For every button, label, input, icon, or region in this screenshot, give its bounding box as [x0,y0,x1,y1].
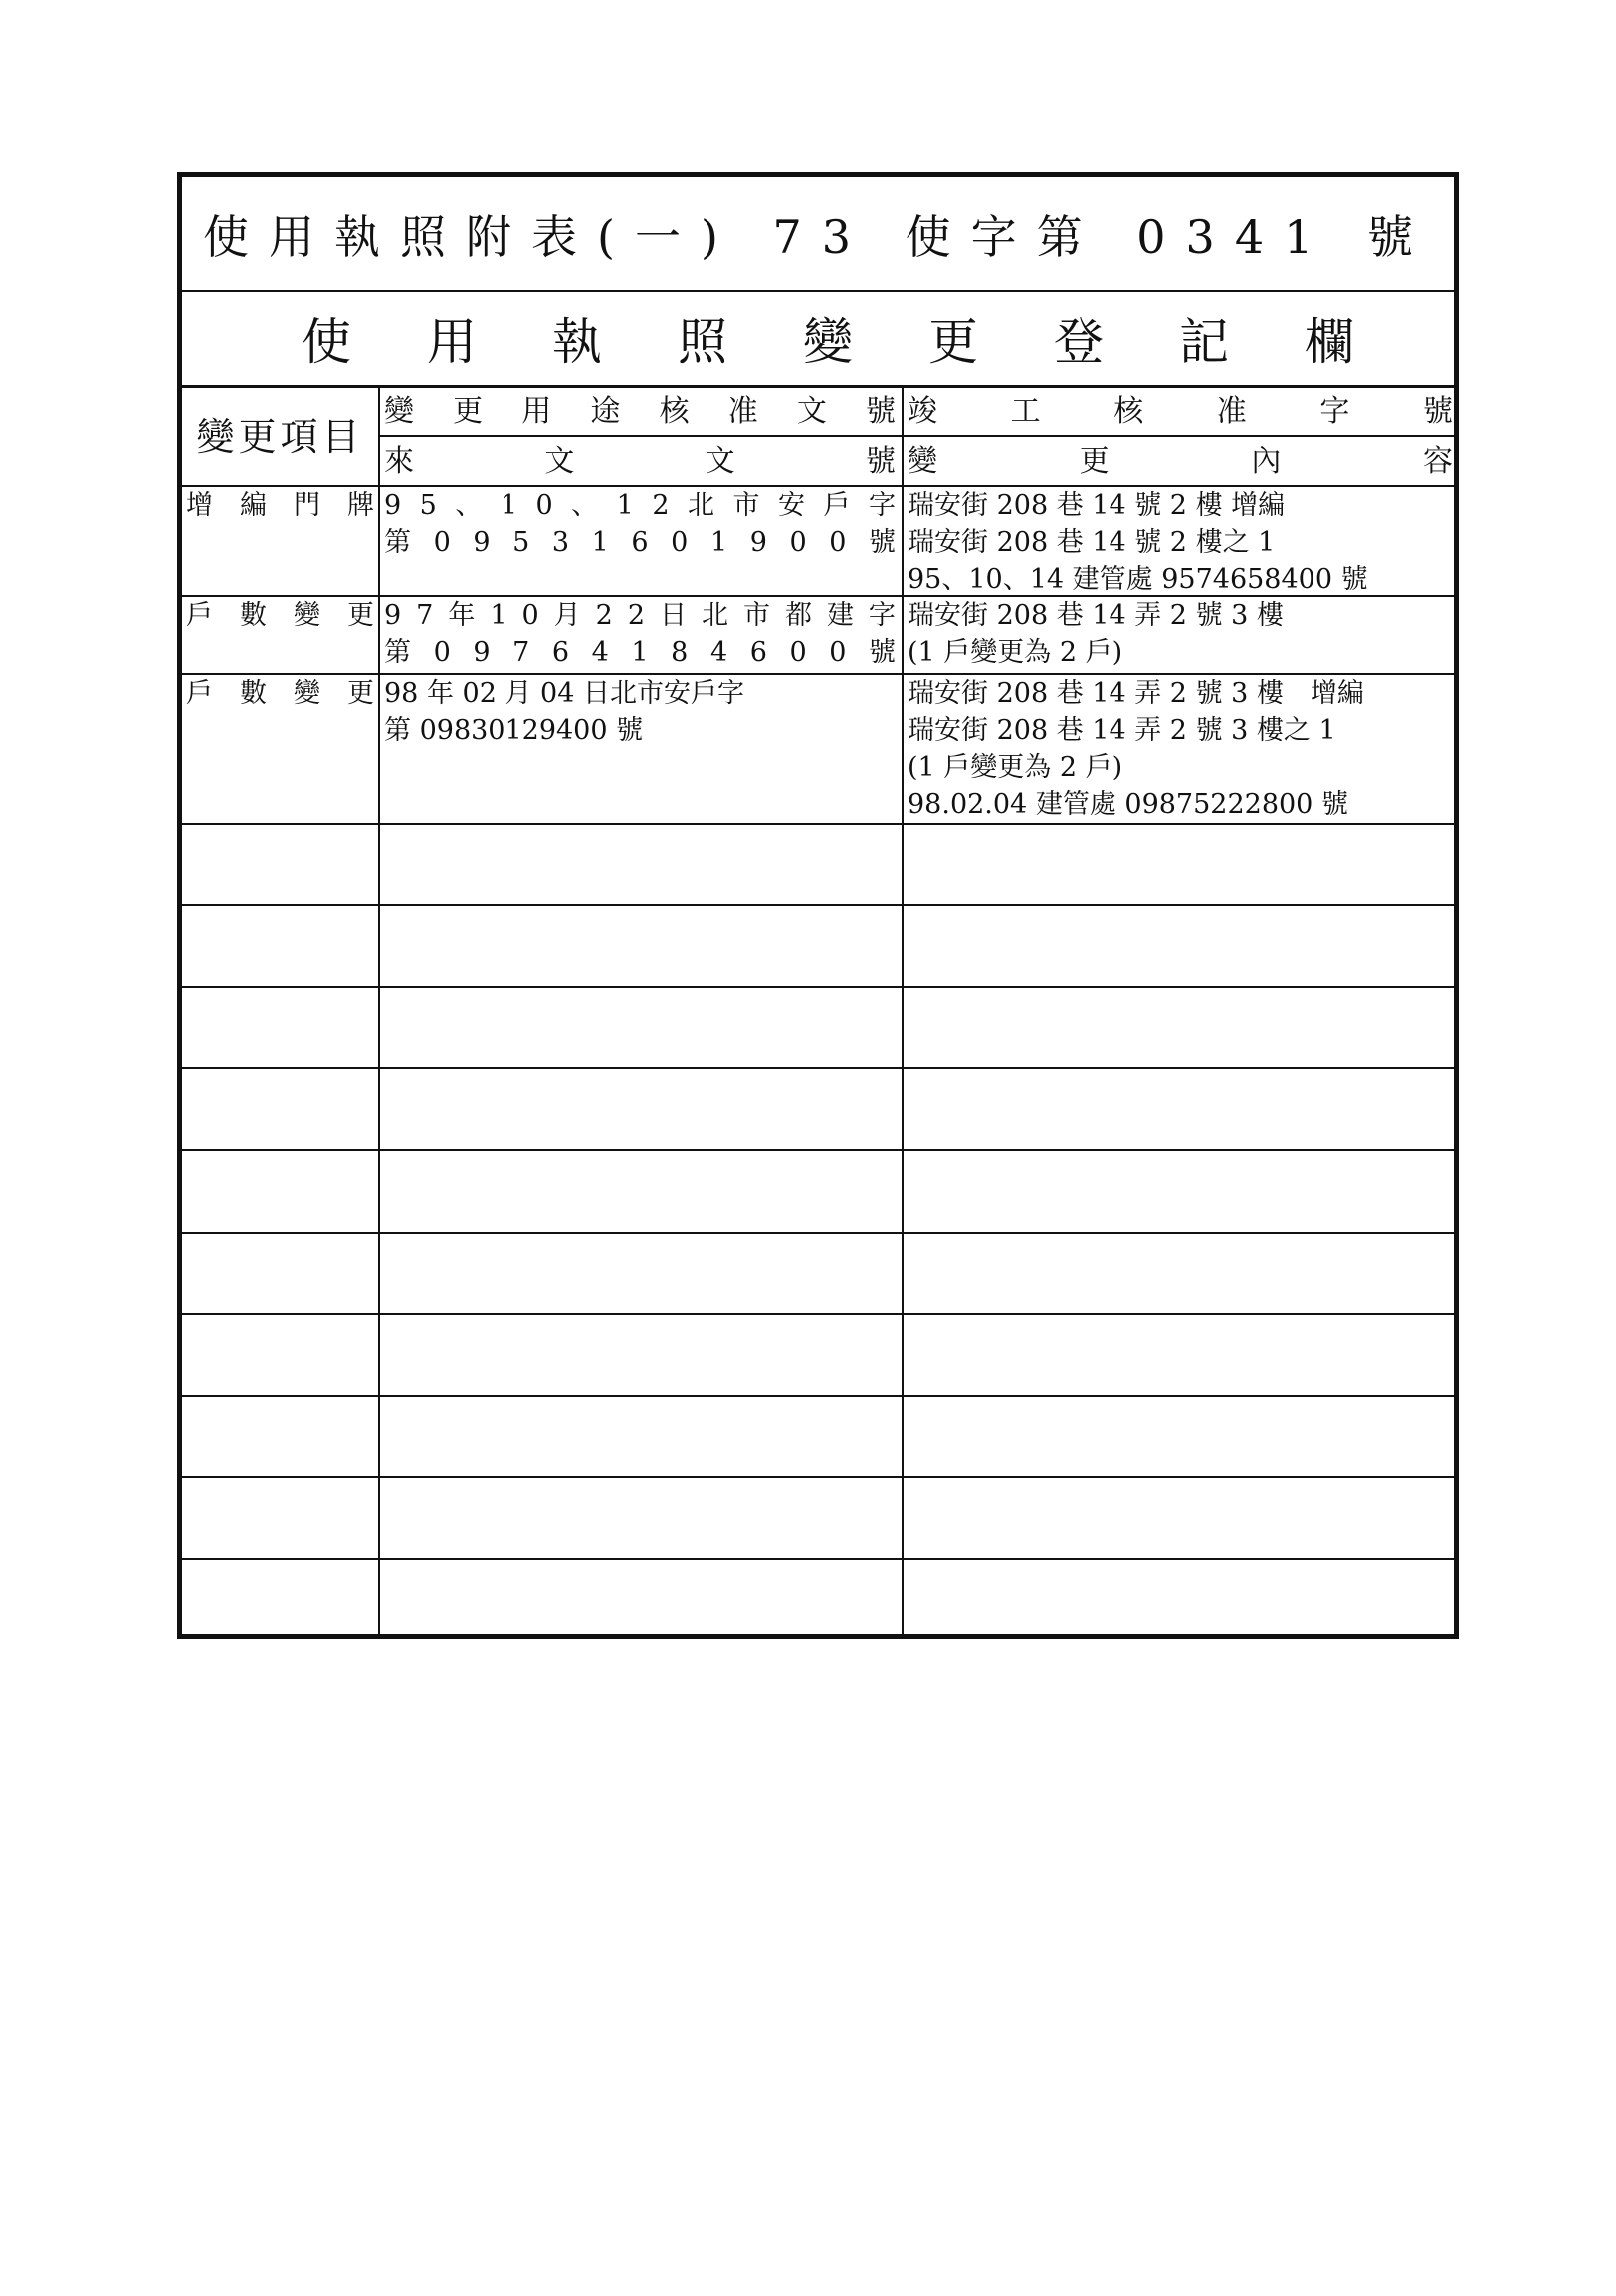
doc-line: 98 年 02 月 04 日北市安戶字 [384,678,744,709]
header-char: 文 [705,444,735,478]
usage-permit-form [177,172,1459,1639]
header-char: 用 [521,394,552,429]
content-line: 98.02.04 建管處 09875222800 號 [908,789,1348,820]
doc-char: 第 [384,527,411,558]
header-change-content [904,437,1457,485]
item-char: 戶 [186,600,213,631]
form-title: 使用執照附表(一) 73 使字第 0341 號 [182,177,1454,292]
doc-char: 1 [631,637,649,668]
doc-char: 市 [732,490,760,521]
doc-char: 月 [553,600,581,631]
empty-row-divider [182,1395,1454,1397]
empty-row-divider [182,1558,1454,1560]
item-char: 數 [240,678,267,709]
header-incoming-doc-no [380,437,900,485]
item-char: 編 [240,490,267,521]
doc-char: 6 [631,527,649,558]
header-char: 核 [1113,394,1144,429]
header-char: 工 [1010,394,1041,429]
content-line: (1 戶變更為 2 戶) [908,637,1123,668]
doc-char: 號 [869,637,896,668]
header-char: 號 [865,444,896,478]
header-char: 竣 [908,394,937,429]
doc-char: 0 [789,637,807,668]
header-approval-doc-no [380,388,900,435]
doc-char: 年 [448,600,476,631]
doc-char: 1 [616,490,634,521]
item-char: 更 [347,678,374,709]
doc-char: 號 [869,527,896,558]
doc-char: 7 [416,600,434,631]
doc-char: 9 [473,637,491,668]
entry-doc-number [380,487,900,595]
doc-char: 0 [433,637,451,668]
empty-row-divider [182,904,1454,906]
doc-char: 6 [749,637,767,668]
header-char: 文 [544,444,575,478]
content-line: 瑞安街 208 巷 14 號 2 樓之 1 [908,527,1276,558]
heading-char: 使 [302,312,351,371]
empty-row-divider [182,1149,1454,1151]
header-char: 來 [384,444,414,478]
doc-char: 、 [455,490,483,521]
doc-char: 9 [749,527,767,558]
doc-char: 5 [512,527,530,558]
entry-doc-number [380,597,900,673]
entry-doc-number [380,675,900,823]
doc-char: 市 [742,600,770,631]
entry-change-item [182,675,378,823]
doc-char: 1 [709,527,728,558]
header-char: 更 [1079,444,1110,478]
doc-char: 9 [473,527,491,558]
doc-char: 第 [384,637,411,668]
doc-char: 9 [384,490,402,521]
doc-char: 字 [868,600,896,631]
doc-char: 0 [789,527,807,558]
doc-char: 1 [490,600,507,631]
doc-char: 0 [433,527,451,558]
doc-char: 字 [868,490,896,521]
doc-char: 4 [709,637,728,668]
item-char: 變 [294,678,320,709]
empty-row-divider [182,986,1454,988]
doc-char: 建 [826,600,854,631]
row-divider [182,823,1454,825]
change-record-table [182,388,1454,1639]
content-line: (1 戶變更為 2 戶) [908,752,1123,783]
doc-char: 1 [500,490,518,521]
doc-line: 第 09830129400 號 [384,715,644,746]
header-char: 號 [1422,394,1453,429]
entry-change-content [904,597,1457,673]
header-char: 更 [453,394,484,429]
empty-row-divider [182,1313,1454,1315]
doc-char: 3 [551,527,570,558]
doc-char: 北 [701,600,728,631]
heading-char: 更 [928,312,978,371]
doc-char: 2 [595,600,613,631]
item-char: 牌 [347,490,374,521]
doc-char: 0 [521,600,539,631]
doc-char: 、 [571,490,599,521]
header-char: 核 [659,394,690,429]
item-char: 戶 [186,678,213,709]
section-heading [182,290,1454,388]
item-char: 數 [240,600,267,631]
heading-char: 記 [1179,312,1229,371]
item-char: 更 [347,600,374,631]
empty-row-divider [182,1067,1454,1069]
header-char: 變 [384,394,414,429]
header-char: 准 [727,394,758,429]
doc-char: 0 [671,527,689,558]
doc-char: 都 [784,600,812,631]
doc-char: 6 [551,637,570,668]
heading-char: 執 [552,312,602,371]
heading-char: 用 [427,312,477,371]
heading-char: 變 [803,312,853,371]
content-line: 瑞安街 208 巷 14 弄 2 號 3 樓之 1 [908,715,1336,746]
doc-char: 9 [384,600,402,631]
item-char: 增 [186,490,213,521]
content-line: 瑞安街 208 巷 14 號 2 樓 增編 [908,490,1286,521]
content-line: 瑞安街 208 巷 14 弄 2 號 3 樓 [908,600,1284,631]
entry-change-item [182,597,378,673]
heading-char: 照 [678,312,727,371]
item-char: 門 [294,490,320,521]
entry-change-content [904,675,1457,823]
doc-char: 安 [777,490,805,521]
doc-char: 7 [512,637,530,668]
empty-row-divider [182,1232,1454,1234]
doc-char: 0 [829,637,847,668]
doc-char: 5 [419,490,437,521]
doc-char: 2 [652,490,670,521]
entry-change-content [904,487,1457,595]
empty-row-divider [182,1476,1454,1478]
header-char: 號 [865,394,896,429]
doc-char: 北 [688,490,714,521]
header-char: 文 [796,394,827,429]
entry-change-item [182,487,378,595]
doc-char: 2 [627,600,646,631]
header-completion-approval-no [904,388,1457,435]
header-char: 內 [1251,444,1282,478]
doc-char: 日 [660,600,687,631]
heading-char: 欄 [1305,312,1354,371]
doc-char: 8 [671,637,689,668]
header-change-item: 變更項目 [196,414,364,459]
doc-char: 4 [591,637,609,668]
doc-char: 0 [535,490,553,521]
content-line: 瑞安街 208 巷 14 弄 2 號 3 樓 增編 [908,678,1364,709]
doc-char: 0 [829,527,847,558]
header-char: 途 [590,394,621,429]
doc-char: 1 [591,527,609,558]
item-char: 變 [294,600,320,631]
header-char: 字 [1319,394,1350,429]
header-char: 容 [1422,444,1453,478]
doc-char: 戶 [823,490,851,521]
content-line: 95、10、14 建管處 9574658400 號 [908,564,1368,595]
header-char: 准 [1216,394,1247,429]
heading-char: 登 [1054,312,1104,371]
header-char: 變 [908,444,937,478]
